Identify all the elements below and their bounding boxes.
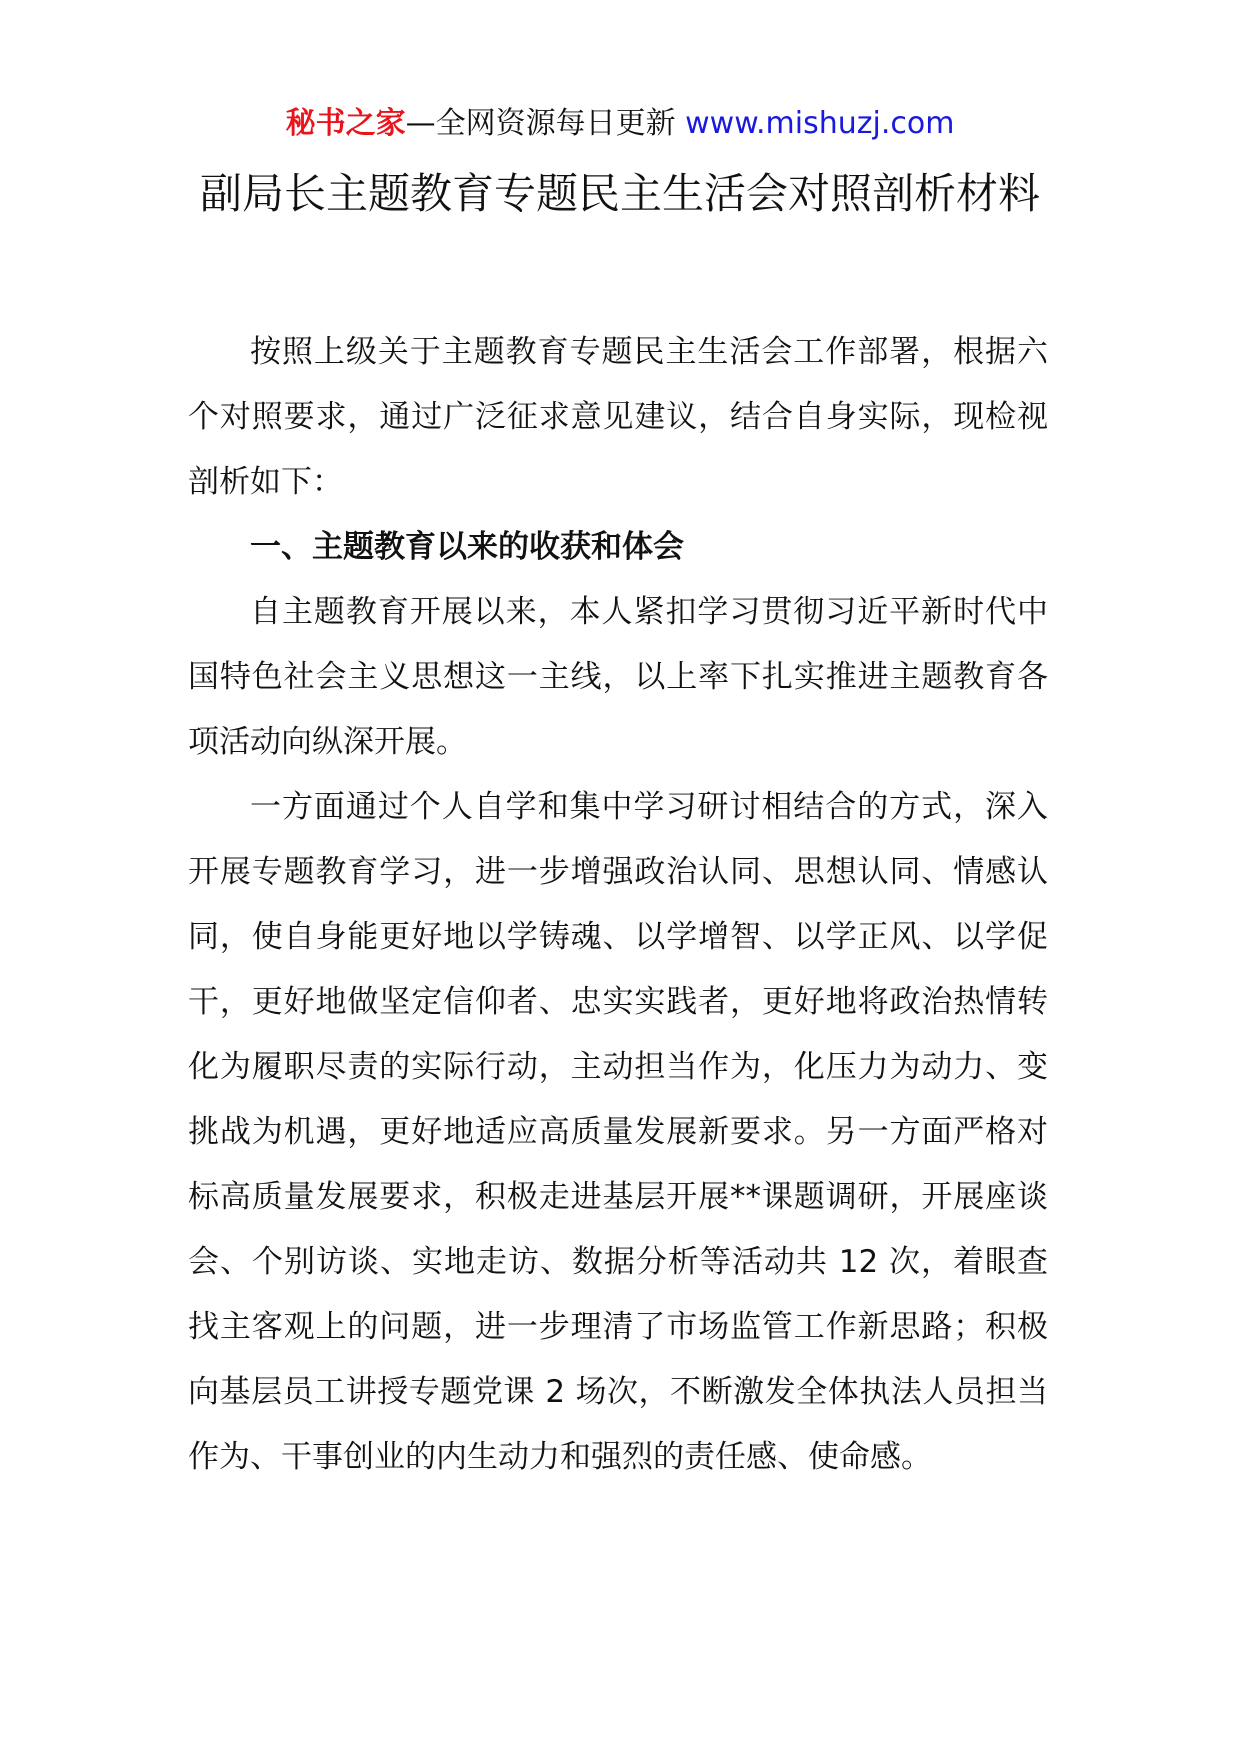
banner-tagline: —全网资源每日更新 [405,106,686,141]
body-paragraph: 自主题教育开展以来，本人紧扣学习贯彻习近平新时代中国特色社会主义思想这一主线，以上率下扎实推进主题教育各项活动向纵深开展。 [188,594,1048,760]
document-body [188,320,1048,1490]
watermark-banner [0,104,1240,144]
intro-paragraph: 按照上级关于主题教育专题民主生活会工作部署，根据六个对照要求，通过广泛征求意见建议，结合自身实际，现检视剖析如下： [188,334,1048,500]
section-heading: 一、主题教育以来的收获和体会 [250,529,684,565]
body-paragraph: 一方面通过个人自学和集中学习研讨相结合的方式，深入开展专题教育学习，进一步增强政治认同、思想认同、情感认同，使自身能更好地以学铸魂、以学增智、以学正风、以学促干，更好地做坚定信仰者、忠实实践者，更好地将政治热情转化为履职尽责的实际行动，主动担当作为，化压力为动力、变挑战为机遇，更好地适应高质量发展新要求。另一方面严格对标高质量发展要求，积极走进基层开展**课题调研，开展座谈会、个别访谈、实地走访、数据分析等活动共 12 次，着眼查找主客观上的问题，进一步理清了市场监管工作新思路；积极向基层员工讲授专题党课 2 场次，不断激发全体执法人员担当作为、干事创业的内生动力和强烈的责任感、使命感。 [188,789,1048,1475]
banner-brand: 秘书之家 [285,106,406,141]
document-title: 副局长主题教育专题民主生活会对照剖析材料 [199,169,1040,218]
banner-site-url: www.mishuzj.com [685,106,955,141]
